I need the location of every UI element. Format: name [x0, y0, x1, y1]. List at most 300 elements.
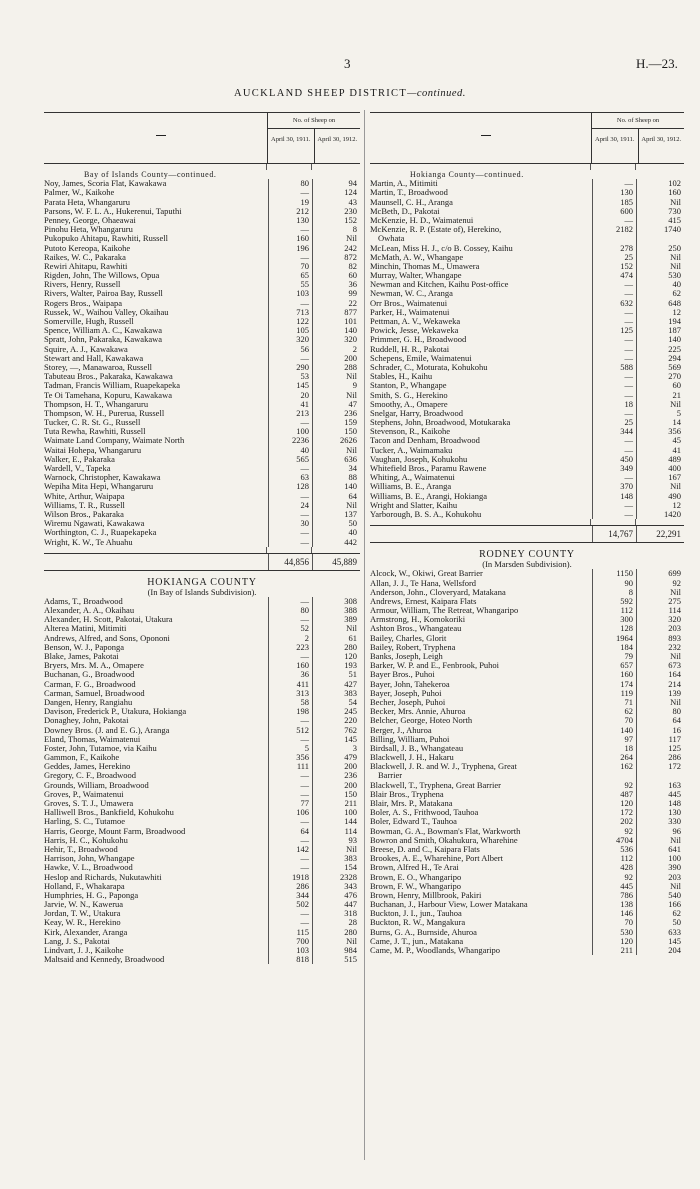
- sheep-1912: 50: [312, 519, 360, 528]
- owner-name: Groves, P., Waimatenui: [44, 789, 124, 799]
- sheep-1911: 58: [268, 698, 312, 707]
- sheep-1911: 356: [268, 753, 312, 762]
- table-row: [370, 698, 684, 707]
- sheep-1912: 540: [636, 891, 684, 900]
- sheep-1912: 762: [312, 726, 360, 735]
- sheep-1912: 1420: [636, 510, 684, 519]
- owner-name: Harrison, John, Whangape: [44, 854, 135, 864]
- sheep-1912: 648: [636, 299, 684, 308]
- sheep-1911: 2236: [268, 436, 312, 445]
- owner-name: Becher, Joseph, Puhoi: [370, 697, 446, 707]
- sheep-1912: 515: [312, 955, 360, 964]
- sheep-1912: Nil: [312, 845, 360, 854]
- sheep-1912: 636: [312, 455, 360, 464]
- table-row: [370, 482, 684, 491]
- sheep-1912: 125: [636, 744, 684, 753]
- table-row: [370, 854, 684, 863]
- table-row: [44, 863, 360, 872]
- sheep-1911: —: [592, 354, 636, 363]
- sheep-1912: 99: [312, 289, 360, 298]
- table-row: [370, 781, 684, 790]
- sheep-1912: Nil: [312, 372, 360, 381]
- sheep-1911: 112: [592, 854, 636, 863]
- sheep-1912: 530: [636, 271, 684, 280]
- table-row: [44, 446, 360, 455]
- table-row: [370, 670, 684, 679]
- table-row: [44, 918, 360, 927]
- sheep-1911: —: [268, 464, 312, 473]
- sheep-1911: —: [268, 597, 312, 606]
- sheep-1911: 30: [268, 519, 312, 528]
- owner-name: Parker, H., Waimatenui: [370, 307, 450, 317]
- sheep-1911: 90: [592, 579, 636, 588]
- table-row: [44, 606, 360, 615]
- sheep-1911: —: [268, 528, 312, 537]
- sheep-1912: 730: [636, 207, 684, 216]
- sheep-1912: Nil: [636, 588, 684, 597]
- table-row: [370, 335, 684, 344]
- sheep-1911: 313: [268, 689, 312, 698]
- sheep-1912: 236: [312, 409, 360, 418]
- sheep-1911: —: [592, 446, 636, 455]
- owner-name: Barrier: [378, 771, 403, 781]
- table-row: [44, 753, 360, 762]
- sheep-1911: —: [268, 716, 312, 725]
- owner-name: Raikes, W. C., Pakaraka: [44, 252, 126, 262]
- sheep-1911: —: [268, 510, 312, 519]
- table-row: [370, 689, 684, 698]
- sheep-1912: 80: [636, 707, 684, 716]
- owner-name: Stables, H., Kaihu: [370, 372, 433, 382]
- sheep-1911: 25: [592, 418, 636, 427]
- sheep-1912: 64: [636, 716, 684, 725]
- sheep-1912: 114: [312, 827, 360, 836]
- table-row: [370, 455, 684, 464]
- table-row: [44, 698, 360, 707]
- sheep-1911: 120: [592, 937, 636, 946]
- sheep-1912: 1740: [636, 225, 684, 234]
- sheep-count-header: [267, 113, 360, 163]
- owner-name: Jarvie, W. N., Kawerua: [44, 900, 124, 910]
- table-row: [44, 873, 360, 882]
- table-row: [370, 400, 684, 409]
- sheep-1911: 411: [268, 680, 312, 689]
- sheep-1912: 137: [312, 510, 360, 519]
- table-row: [370, 317, 684, 326]
- sheep-1912: 60: [312, 271, 360, 280]
- table-row: [370, 308, 684, 317]
- county-subheading: (In Bay of Islands Subdivision).: [147, 586, 257, 597]
- owner-name: Bailey, Robert, Tryphena: [370, 642, 456, 652]
- sheep-1912: 288: [312, 363, 360, 372]
- sheep-1911: 196: [268, 244, 312, 253]
- sheep-1912: 172: [636, 762, 684, 771]
- sheep-1911: 148: [592, 492, 636, 501]
- sheep-1912: 3: [312, 744, 360, 753]
- sheep-1912: 400: [636, 464, 684, 473]
- sheep-1912: 92: [636, 579, 684, 588]
- table-row: [44, 216, 360, 225]
- sheep-1912: 40: [312, 528, 360, 537]
- sheep-1911: 70: [592, 918, 636, 927]
- sheep-1911: 71: [592, 698, 636, 707]
- table-row: [370, 716, 684, 725]
- sheep-1912: 51: [312, 670, 360, 679]
- sheep-1912: 163: [636, 781, 684, 790]
- sheep-1911: 700: [268, 937, 312, 946]
- owner-name: Blackwell, J. R. and W. J., Tryphena, Great: [370, 762, 517, 772]
- sheep-1911: 64: [268, 827, 312, 836]
- owner-name: Bowman, G. A., Bowman's Flat, Warkworth: [370, 826, 521, 836]
- owner-name: Heslop and Richards, Nukutawhiti: [44, 872, 162, 882]
- sheep-1911: 62: [592, 707, 636, 716]
- sheep-1911: —: [592, 372, 636, 381]
- sheep-1911: 1918: [268, 873, 312, 882]
- table-row: [44, 735, 360, 744]
- sheep-1912: 220: [312, 716, 360, 725]
- sheep-1911: 140: [592, 726, 636, 735]
- sheep-1912: 479: [312, 753, 360, 762]
- sheep-1912: Nil: [636, 262, 684, 271]
- sheep-1911: 92: [592, 827, 636, 836]
- owner-name: Warnock, Christopher, Kawakawa: [44, 473, 161, 483]
- sheep-1912: 88: [312, 473, 360, 482]
- owner-name: Worthington, C. J., Ruapekapeka: [44, 528, 157, 538]
- sheep-1912: 383: [312, 854, 360, 863]
- sheep-1911: 223: [268, 643, 312, 652]
- sheep-1911: 211: [592, 946, 636, 955]
- owner-name: Brown, E. O., Whangaripo: [370, 872, 462, 882]
- sheep-1912: 2328: [312, 873, 360, 882]
- sheep-1912: 96: [636, 827, 684, 836]
- owner-name: Harris, H. C., Kohukohu: [44, 835, 128, 845]
- owner-name: Rewiri Ahitapu, Rawhiti: [44, 261, 128, 271]
- table-row: [44, 271, 360, 280]
- table-row: [370, 799, 684, 808]
- owner-name: Banks, Joseph, Leigh: [370, 652, 443, 661]
- owner-name: Noy, James, Scoria Flat, Kawakawa: [44, 179, 167, 189]
- sheep-1911: 160: [592, 670, 636, 679]
- table-row: [370, 381, 684, 390]
- sheep-1912: 388: [312, 606, 360, 615]
- table-row: [370, 427, 684, 436]
- sheep-1912: 159: [312, 418, 360, 427]
- owner-name: Vaughan, Joseph, Kohukohu: [370, 454, 468, 464]
- sheep-1911: 125: [592, 326, 636, 335]
- sheep-1912: Nil: [636, 253, 684, 262]
- owner-name: Tadman, Francis William, Ruapekapeka: [44, 381, 181, 391]
- sheep-1912: 144: [312, 817, 360, 826]
- sheep-1911: 53: [268, 372, 312, 381]
- sheep-1911: —: [268, 854, 312, 863]
- owner-name: Brown, Henry, Millbrook, Pakiri: [370, 890, 482, 900]
- sheep-1911: —: [268, 790, 312, 799]
- sheep-1912: 60: [636, 381, 684, 390]
- sheep-1911: —: [592, 280, 636, 289]
- sheep-1911: 185: [592, 198, 636, 207]
- table-row: [370, 372, 684, 381]
- table-row: [370, 326, 684, 335]
- sheep-1911: 80: [268, 179, 312, 188]
- table-row: [370, 473, 684, 482]
- county-heading: HOKIANGA COUNTY: [147, 576, 257, 588]
- sheep-1911: 370: [592, 482, 636, 491]
- table-row: [370, 179, 684, 188]
- table-row: [44, 418, 360, 427]
- owner-name: Holland, F., Whakarapa: [44, 881, 125, 891]
- sheep-1912: 12: [636, 501, 684, 510]
- owner-name: Murray, Walter, Whangape: [370, 271, 462, 281]
- owner-name: Parata Heta, Whangaruru: [44, 197, 130, 207]
- table-row: [44, 726, 360, 735]
- owner-name: Wardell, V., Tapeka: [44, 464, 111, 473]
- left-column: [44, 112, 360, 964]
- owner-name: Birdsall, J. B., Whangateau: [370, 743, 464, 753]
- owner-name: Schepens, Emile, Waimatenui: [370, 353, 472, 363]
- table-row: [44, 179, 360, 188]
- sheep-1911: 4704: [592, 836, 636, 845]
- sheep-1912: 200: [312, 354, 360, 363]
- sheep-1911: 344: [592, 427, 636, 436]
- table-row: [44, 790, 360, 799]
- sheep-1912: 320: [312, 335, 360, 344]
- table-row: [44, 335, 360, 344]
- owner-name: Pukopuko Ahitapu, Rawhiti, Russell: [44, 234, 168, 244]
- sheep-1912: 160: [636, 188, 684, 197]
- sheep-1911: 128: [592, 624, 636, 633]
- sheep-1911: 286: [268, 882, 312, 891]
- sheep-1911: 713: [268, 308, 312, 317]
- owner-name: Carman, F. G., Broadwood: [44, 679, 136, 689]
- sheep-1912: 286: [636, 753, 684, 762]
- table-row: [44, 510, 360, 519]
- owner-name: Lang, J. S., Pakotai: [44, 936, 110, 946]
- table-row: [370, 845, 684, 854]
- sheep-1912: 193: [312, 661, 360, 670]
- owner-name: Andrews, Ernest, Kaipara Flats: [370, 596, 477, 606]
- owner-name: Benson, W. J., Paponga: [44, 642, 125, 652]
- owner-name: Ruddell, H. R., Pakotai: [370, 344, 450, 354]
- sheep-1911: 36: [268, 670, 312, 679]
- owner-name: McMath, A. W., Whangape: [370, 252, 464, 262]
- sheep-1911: —: [268, 253, 312, 262]
- sheep-1912: 187: [636, 326, 684, 335]
- table-row: [44, 363, 360, 372]
- sheep-1912: 22: [312, 299, 360, 308]
- sheep-1912: Nil: [312, 446, 360, 455]
- owner-name: Grounds, William, Broadwood: [44, 780, 149, 790]
- sheep-1911: 565: [268, 455, 312, 464]
- sheep-1912: 62: [636, 289, 684, 298]
- county-subheading: (In Marsden Subdivision).: [482, 559, 572, 570]
- sheep-1911: —: [592, 335, 636, 344]
- sheep-1912: 150: [312, 790, 360, 799]
- sheep-1912: 28: [312, 918, 360, 927]
- sheep-1911: 130: [592, 188, 636, 197]
- table-row: [370, 280, 684, 289]
- sheep-1912: Nil: [312, 501, 360, 510]
- sheep-1911: —: [592, 436, 636, 445]
- sheep-1911: 55: [268, 280, 312, 289]
- owner-name: Bryers, Mrs. M. A., Omapere: [44, 661, 144, 671]
- sheep-1912: 54: [312, 698, 360, 707]
- sheep-1912: 47: [312, 400, 360, 409]
- sheep-1912: 250: [636, 244, 684, 253]
- sheep-1912: 154: [312, 863, 360, 872]
- sheep-1912: 41: [636, 446, 684, 455]
- owner-name: Donaghey, John, Pakotai: [44, 716, 129, 726]
- table-row: [370, 579, 684, 588]
- owner-name: Tucker, C. R. St. G., Russell: [44, 418, 141, 428]
- sheep-1911: —: [592, 179, 636, 188]
- table-row: [44, 207, 360, 216]
- sheep-1911: 70: [268, 262, 312, 271]
- sheep-1912: 140: [636, 335, 684, 344]
- sheep-1912: 5: [636, 409, 684, 418]
- sheep-1912: Nil: [312, 624, 360, 633]
- owner-name: Groves, S. T. J., Umawera: [44, 799, 134, 808]
- table-row: [44, 198, 360, 207]
- owner-name: Bowron and Smith, Okahukura, Wharehine: [370, 835, 518, 845]
- owner-name: Owhata: [378, 234, 405, 244]
- sheep-1912: 442: [312, 538, 360, 547]
- table-row: [370, 299, 684, 308]
- sheep-1911: 592: [592, 597, 636, 606]
- sheep-1912: 166: [636, 900, 684, 909]
- owner-name: Billing, William, Puhoi: [370, 734, 450, 744]
- sheep-1911: 97: [592, 735, 636, 744]
- sheep-1911: —: [592, 501, 636, 510]
- table-row: [44, 597, 360, 606]
- table-row: [370, 501, 684, 510]
- table-row: [370, 436, 684, 445]
- sheep-1911: 600: [592, 207, 636, 216]
- table-row: [370, 735, 684, 744]
- sheep-1911: —: [268, 188, 312, 197]
- sheep-1912: 62: [636, 909, 684, 918]
- owner-name: Bailey, Charles, Glorit: [370, 633, 447, 643]
- owner-name: Geddes, James, Herekino: [44, 762, 131, 772]
- table-row: [370, 836, 684, 845]
- table-row: [44, 354, 360, 363]
- sheep-1911: 152: [592, 262, 636, 271]
- table-row: [44, 937, 360, 946]
- sheep-1912: 427: [312, 680, 360, 689]
- owner-name: Wright, K. W., Te Ahuahu: [44, 537, 133, 547]
- table-row: [44, 827, 360, 836]
- owner-name: Spratt, John, Pakaraka, Kawakawa: [44, 335, 163, 345]
- table-row: [44, 817, 360, 826]
- sheep-1912: 320: [636, 615, 684, 624]
- table-row: [44, 225, 360, 234]
- owner-name: Wright and Slatter, Kaihu: [370, 500, 458, 510]
- sheep-1912: 140: [312, 482, 360, 491]
- sheep-1912: 2: [312, 345, 360, 354]
- owner-name: Stewart and Hall, Kawakawa: [44, 353, 144, 363]
- table-row: [370, 882, 684, 891]
- sheep-1911: 79: [592, 652, 636, 661]
- table-row: [370, 707, 684, 716]
- sheep-1912: 633: [636, 928, 684, 937]
- sheep-1912: 242: [312, 244, 360, 253]
- owner-name: Davison, Frederick P., Utakura, Hokianga: [44, 707, 187, 717]
- sheep-1912: 82: [312, 262, 360, 271]
- sheep-1911: —: [268, 418, 312, 427]
- owner-name: Boler, Edward T., Tauhoa: [370, 817, 457, 827]
- sheep-1911: 115: [268, 928, 312, 937]
- sheep-1911: —: [592, 317, 636, 326]
- sheep-1911: 145: [268, 381, 312, 390]
- owner-name: Wiremu Ngawati, Kawakawa: [44, 519, 145, 529]
- table-row: [370, 652, 684, 661]
- sheep-1912: 12: [636, 308, 684, 317]
- sheep-1912: 21: [636, 391, 684, 400]
- owner-name: Jordan, T. W., Utakura: [44, 909, 121, 919]
- table-row: [370, 253, 684, 262]
- table-row: [44, 519, 360, 528]
- header-col-1912: April 30, 1912.: [638, 129, 685, 163]
- owner-name: Buchanan, G., Broadwood: [44, 670, 135, 680]
- table-row: [370, 597, 684, 606]
- column-divider: [364, 110, 365, 1160]
- table-row: [44, 345, 360, 354]
- owner-name: Putoto Kereopa, Kaikohe: [44, 243, 131, 253]
- table-row: [44, 400, 360, 409]
- header-col-1912: April 30, 1912.: [314, 129, 361, 163]
- table-row: [44, 836, 360, 845]
- sheep-1911: 40: [268, 446, 312, 455]
- sheep-1911: —: [268, 492, 312, 501]
- header-top-label: No. of Sheep on: [268, 113, 360, 129]
- owner-name: Halliwell Bros., Bankfield, Kohukohu: [44, 808, 174, 818]
- table-row: [44, 188, 360, 197]
- table-row: [370, 661, 684, 670]
- sheep-1912: 641: [636, 845, 684, 854]
- owner-name: Downey Bros. (J. and E. G.), Aranga: [44, 725, 170, 735]
- owner-name: Gregory, C. F., Broadwood: [44, 771, 137, 781]
- sheep-1912: Nil: [312, 937, 360, 946]
- sheep-1911: —: [592, 409, 636, 418]
- table-row: [44, 928, 360, 937]
- owner-name: Alterea Matini, Mitimiti: [44, 624, 127, 634]
- table-row: [44, 308, 360, 317]
- table-row: [370, 771, 684, 780]
- table-row: [370, 918, 684, 927]
- owner-name: McBeth, D., Pakotai: [370, 206, 440, 216]
- owner-name: Whitefield Bros., Paramu Rawene: [370, 464, 487, 473]
- sheep-1911: 349: [592, 464, 636, 473]
- sheep-1912: 100: [636, 854, 684, 863]
- table-row: [44, 280, 360, 289]
- table-row: [370, 234, 684, 243]
- owner-name: Storey, —, Manawaroa, Russell: [44, 362, 153, 372]
- table-row: [370, 492, 684, 501]
- table-row: [370, 207, 684, 216]
- sheep-1912: 64: [312, 492, 360, 501]
- sheep-1911: 106: [268, 808, 312, 817]
- page-title: [0, 88, 700, 99]
- sheep-1911: 142: [268, 845, 312, 854]
- sheep-1911: —: [592, 289, 636, 298]
- table-row: [44, 946, 360, 955]
- sheep-1911: 92: [592, 873, 636, 882]
- header-col-1911: April 30, 1911.: [271, 136, 311, 143]
- header-top-label: No. of Sheep on: [592, 113, 684, 129]
- owner-name: Waitai Hohepa, Whangaruru: [44, 445, 142, 455]
- table-row: [370, 634, 684, 643]
- table-row: [370, 891, 684, 900]
- sheep-1911: 160: [268, 234, 312, 243]
